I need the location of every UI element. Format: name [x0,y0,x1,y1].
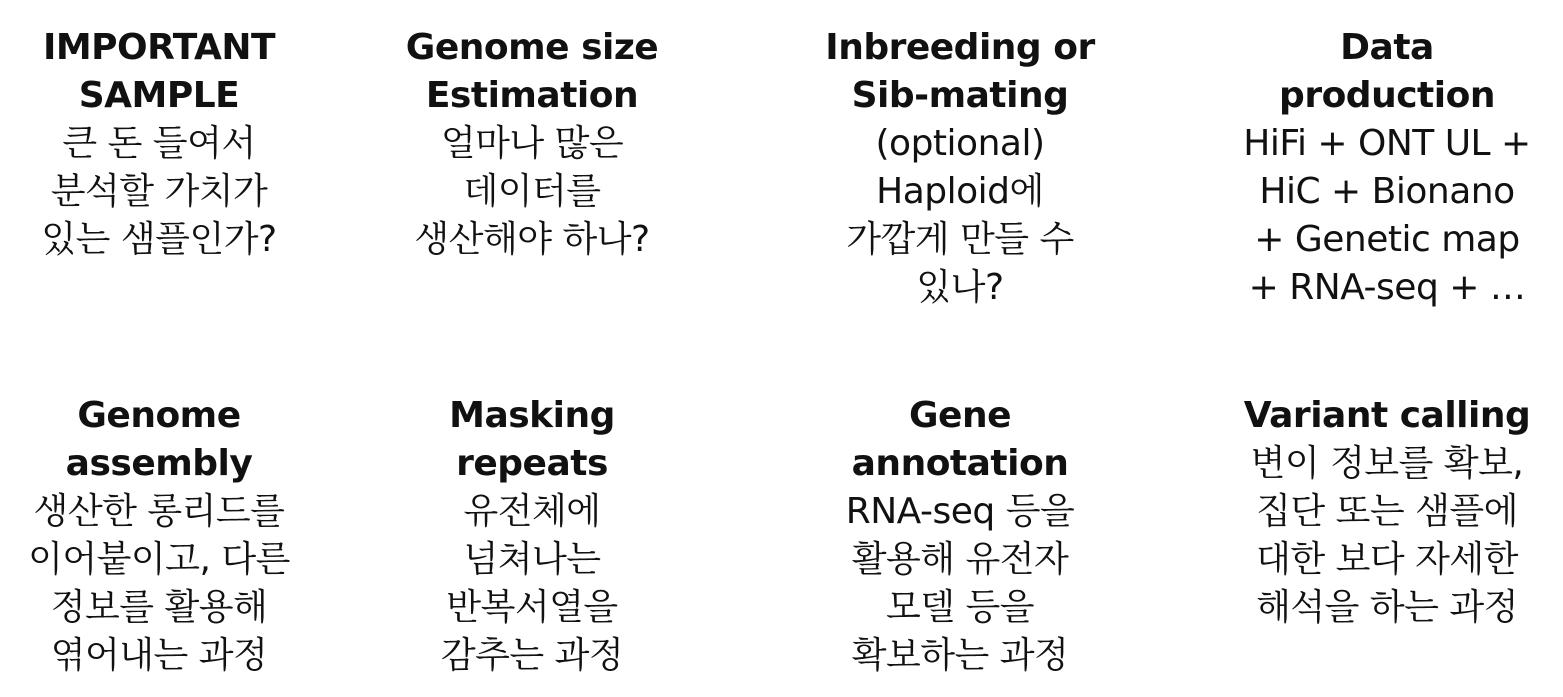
card-desc-line: 분석할 가치가 [50,171,268,212]
card-title-line: Masking [449,395,615,436]
card-title-line: SAMPLE [78,75,240,116]
card-desc-line: 생산해야 하나? [414,219,650,260]
card-desc-line: 모델 등을 [885,587,1035,628]
card-desc-line: 이어붙이고, 다른 [28,539,290,580]
card-gene-annotation [795,392,1125,680]
card-variant-calling [1222,392,1552,632]
card-desc-line: 유전체에 [463,491,601,532]
card-inbreeding [795,24,1125,312]
card-desc-line: 엮어내는 과정 [50,635,268,676]
card-title-line: Genome [77,395,241,436]
card-desc-line: 큰 돈 들여서 [62,123,256,164]
card-title-line: Inbreeding or [825,27,1095,68]
card-desc-line: 데이터를 [463,171,601,212]
card-desc-line: 해석을 하는 과정 [1256,587,1518,628]
card-desc-line: RNA-seq 등을 [845,491,1075,532]
card-desc-line: HiFi + ONT UL + [1243,123,1531,164]
card-title-line: Variant calling [1243,395,1531,436]
card-desc-line: 활용해 유전자 [851,539,1069,580]
card-desc-line: 있나? [916,267,1004,308]
card-title-line: repeats [456,443,608,484]
card-desc-line: + RNA-seq + … [1248,267,1526,308]
card-data-production [1222,24,1552,312]
card-desc-line: (optional) [875,123,1045,164]
card-title-line: Data [1340,27,1434,68]
card-title-line: Estimation [425,75,639,116]
card-title-line: Genome size [405,27,659,68]
card-desc-line: 대한 보다 자세한 [1256,539,1518,580]
card-title-line: production [1279,75,1495,116]
card-important-sample [0,24,324,264]
card-desc-line: 정보를 활용해 [50,587,268,628]
card-desc-line: 변이 정보를 확보, [1250,443,1524,484]
card-title-line: annotation [851,443,1069,484]
card-desc-line: 반복서열을 [446,587,618,628]
card-desc-line: 가깝게 만들 수 [846,219,1074,260]
card-desc-line: 넘쳐나는 [463,539,601,580]
card-desc-line: 생산한 롱리드를 [33,491,285,532]
card-desc-line: 얼마나 많은 [440,123,624,164]
card-title-line: assembly [65,443,253,484]
card-desc-line: HiC + Bionano [1259,171,1515,212]
card-desc-line: 감추는 과정 [440,635,624,676]
card-desc-line: Haploid에 [876,171,1044,212]
card-desc-line: 확보하는 과정 [851,635,1069,676]
card-title-line: Sib-mating [851,75,1069,116]
card-title-line: Gene [908,395,1011,436]
card-desc-line: 있는 샘플인가? [41,219,277,260]
card-genome-size [367,24,697,264]
card-title-line: IMPORTANT [42,27,276,68]
card-masking-repeats [367,392,697,680]
card-desc-line: + Genetic map [1254,219,1520,260]
card-desc-line: 집단 또는 샘플에 [1256,491,1518,532]
card-genome-assembly [0,392,324,680]
